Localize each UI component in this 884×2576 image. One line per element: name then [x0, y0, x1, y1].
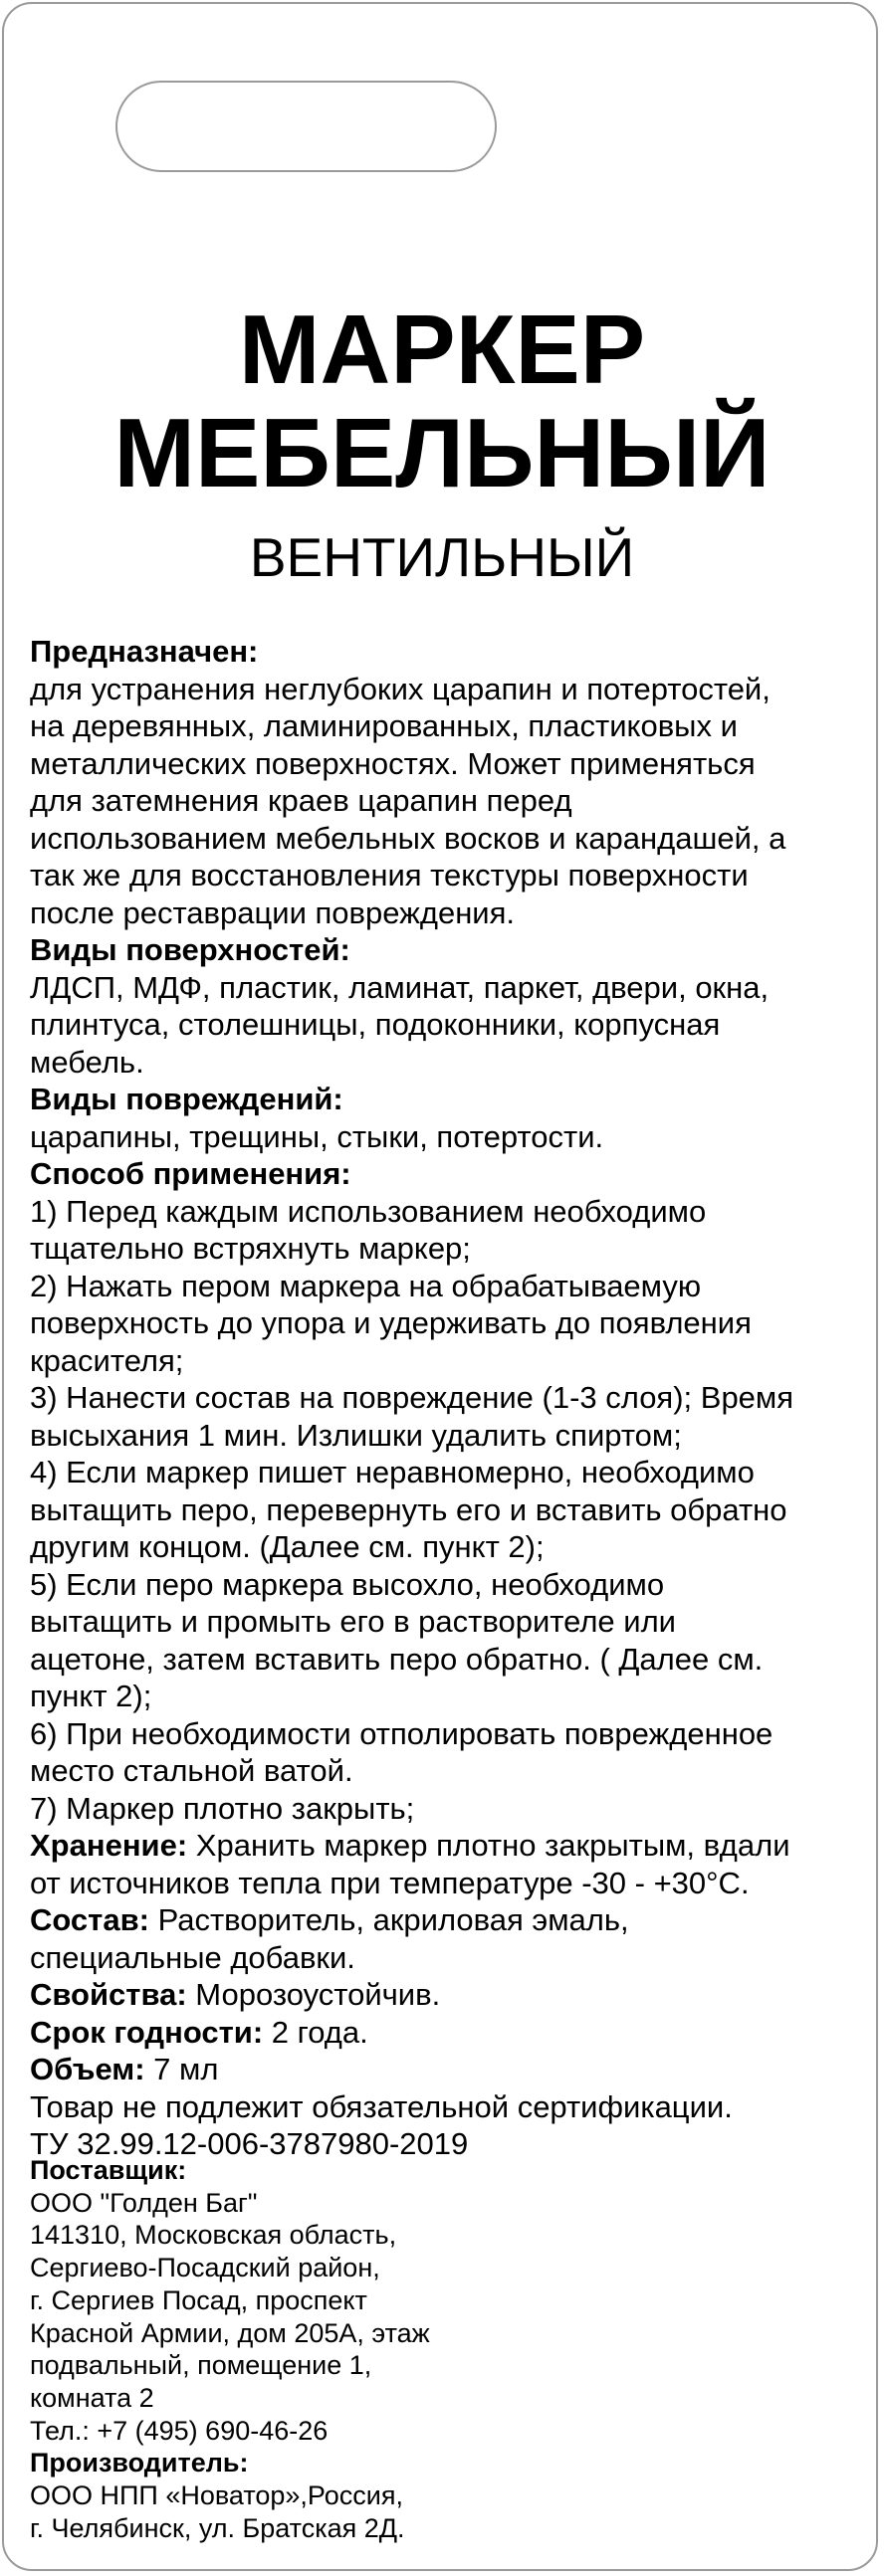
certification-text: Товар не подлежит обязательной сертификации.	[30, 2088, 733, 2124]
usage-line: 7) Маркер плотно закрыть;	[30, 1790, 415, 1826]
usage-line: 1) Перед каждым использованием необходимо	[30, 1193, 707, 1229]
properties-heading: Свойства:	[30, 1977, 187, 2012]
composition-row	[30, 1901, 866, 1939]
description-block	[30, 633, 866, 2163]
usage-line: 2) Нажать пером маркера на обрабатываемую	[30, 1268, 702, 1303]
supplier-line: комната 2	[30, 2382, 154, 2413]
purpose-line: металлических поверхностях. Может применяться	[30, 745, 756, 781]
usage-line: пункт 2);	[30, 1679, 152, 1713]
usage-line: другим концом. (Далее см. пункт 2);	[30, 1529, 545, 1564]
usage-line: вытащить и промыть его в растворителе или	[30, 1604, 677, 1639]
tu-text: ТУ 32.99.12-006-3787980-2019	[30, 2126, 469, 2161]
damage-heading: Виды повреждений:	[30, 1082, 343, 1116]
storage-text: Хранить маркер плотно закрытым, вдали	[187, 1828, 790, 1863]
storage-heading: Хранение:	[30, 1828, 188, 1863]
supplier-line: Сергиево-Посадский район,	[30, 2253, 380, 2283]
storage-row	[30, 1827, 866, 1865]
title-line-1: МАРКЕР	[238, 295, 646, 404]
usage-line: красителя;	[30, 1342, 184, 1378]
shelf-life-heading: Срок годности:	[30, 2014, 264, 2050]
supplier-line: 141310, Московская область,	[30, 2220, 397, 2251]
surfaces-line: мебель.	[30, 1044, 144, 1080]
properties-text: Морозоустойчив.	[186, 1977, 441, 2012]
storage-line: от источников тепла при температуре -30 - +30°С.	[30, 1865, 750, 1900]
volume-text: 7 мл	[144, 2052, 219, 2086]
usage-heading: Способ применения:	[30, 1156, 351, 1191]
composition-line: специальные добавки.	[30, 1939, 355, 1975]
usage-line: 5) Если перо маркера высохло, необходимо	[30, 1566, 665, 1602]
purpose-line: на деревянных, ламинированных, пластиковых и	[30, 708, 738, 743]
damage-line: царапины, трещины, стыки, потертости.	[30, 1118, 604, 1154]
composition-heading: Состав:	[30, 1902, 149, 1937]
purpose-heading: Предназначен:	[30, 634, 259, 669]
manufacturer-line: г. Челябинск, ул. Братская 2Д.	[30, 2512, 405, 2543]
surfaces-line: плинтуса, столешницы, подоконники, корпусная	[30, 1007, 721, 1042]
title-line-2: МЕБЕЛЬНЫЙ	[113, 398, 771, 507]
purpose-line: для устранения неглубоких царапин и потертостей,	[30, 671, 771, 706]
manufacturer-heading: Производитель:	[30, 2448, 249, 2478]
purpose-line: после реставрации повреждения.	[30, 894, 516, 930]
purpose-line: так же для восстановления текстуры поверхности	[30, 858, 749, 892]
volume-heading: Объем:	[30, 2052, 145, 2086]
supplier-line: Красной Армии, дом 205А, этаж	[30, 2317, 430, 2348]
usage-line: вытащить перо, перевернуть его и вставить обратно	[30, 1491, 787, 1527]
supplier-phone: Тел.: +7 (495) 690-46-26	[30, 2415, 329, 2446]
hang-hole	[115, 81, 497, 172]
properties-row	[30, 1976, 866, 2014]
usage-line: ацетоне, затем вставить перо обратно. ( Далее см.	[30, 1641, 764, 1677]
purpose-line: использованием мебельных восков и карандашей, а	[30, 820, 786, 856]
usage-line: 3) Нанести состав на повреждение (1-3 слоя); Время	[30, 1380, 794, 1415]
usage-line: 6) При необходимости отполировать поврежденное	[30, 1715, 774, 1751]
composition-text: Растворитель, акриловая эмаль,	[148, 1902, 629, 1937]
usage-line: поверхность до упора и удерживать до появления	[30, 1305, 752, 1340]
shelf-life-row	[30, 2014, 866, 2052]
supplier-block	[30, 2154, 866, 2544]
surfaces-line: ЛДСП, МДФ, пластик, ламинат, паркет, двери, окна,	[30, 969, 770, 1005]
supplier-heading: Поставщик:	[30, 2155, 187, 2185]
subtitle: ВЕНТИЛЬНЫЙ	[249, 526, 635, 588]
manufacturer-line: ООО НПП «Новатор»,Россия,	[30, 2480, 403, 2511]
usage-line: высыхания 1 мин. Излишки удалить спиртом;	[30, 1417, 682, 1453]
purpose-line: для затемнения краев царапин перед	[30, 783, 572, 818]
supplier-line: г. Сергиев Посад, проспект	[30, 2284, 367, 2315]
usage-line: 4) Если маркер пишет неравномерно, необходимо	[30, 1455, 755, 1489]
volume-row	[30, 2051, 866, 2088]
surfaces-heading: Виды поверхностей:	[30, 932, 350, 967]
usage-line: тщательно встряхнуть маркер;	[30, 1231, 471, 1266]
shelf-life-text: 2 года.	[263, 2014, 368, 2050]
supplier-line: ООО "Голден Баг"	[30, 2187, 258, 2218]
usage-line: место стальной ватой.	[30, 1753, 353, 1788]
supplier-line: подвальный, помещение 1,	[30, 2350, 372, 2381]
